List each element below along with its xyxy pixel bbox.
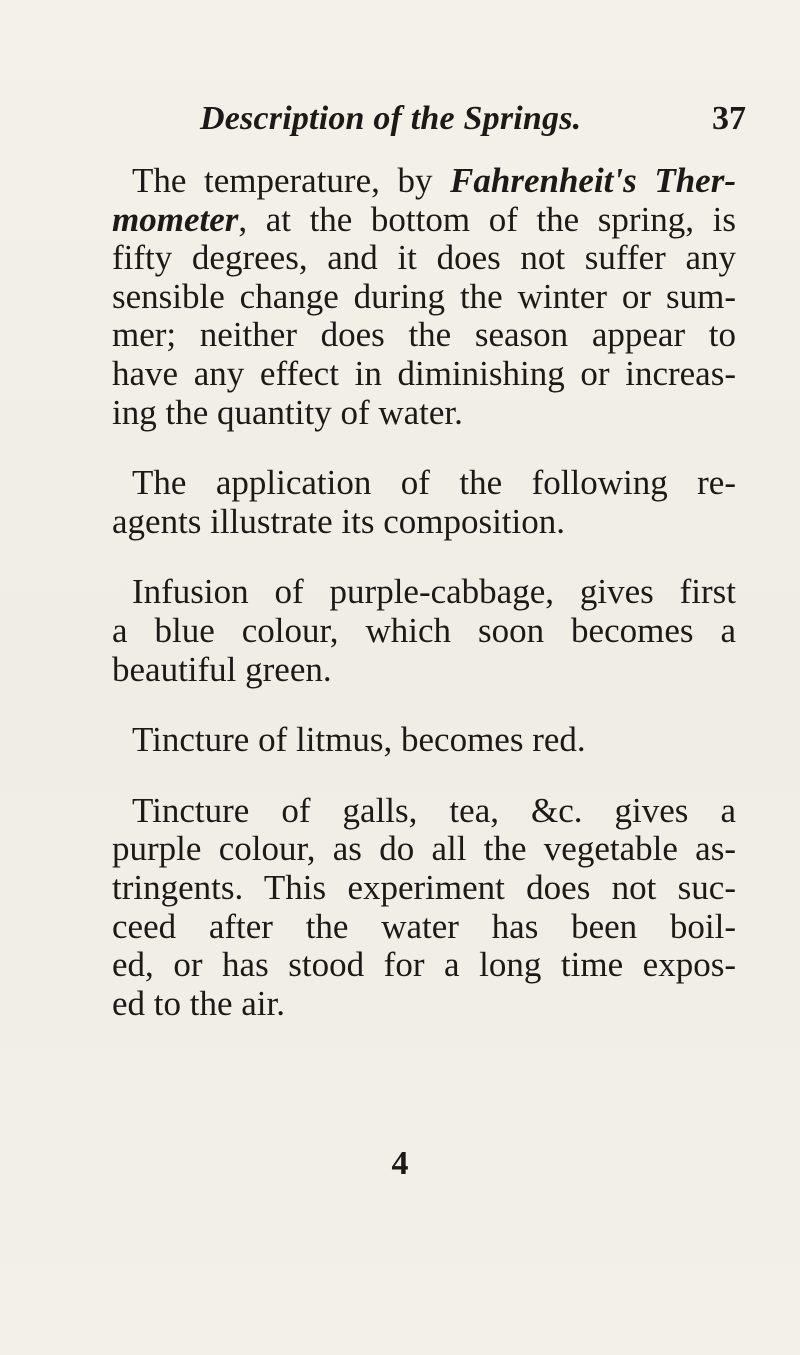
paragraph-galls	[112, 792, 736, 1024]
text-line: beautiful green.	[112, 649, 332, 689]
running-head: Description of the Springs.	[200, 100, 582, 137]
text-line: ing the quantity of water.	[112, 392, 463, 432]
text-line: fifty degrees, and it does not suffer any	[112, 238, 736, 278]
text-line: a blue colour, which soon becomes a	[112, 610, 736, 650]
text-line: Tincture of litmus, becomes red.	[132, 720, 586, 760]
text-line: agents illustrate its composition.	[112, 501, 566, 541]
paragraph-temperature	[112, 162, 736, 432]
text-line: ed, or has stood for a long time expos-	[112, 945, 736, 985]
text-line: Tincture of galls, tea, &c. gives a	[132, 790, 736, 830]
emphasis-text: Fahrenheit's Ther-	[450, 161, 736, 200]
signature-mark: 4	[391, 1145, 409, 1182]
text-line: The application of the following re-	[132, 463, 736, 503]
text-line: Infusion of purple-cabbage, gives first	[132, 572, 736, 612]
text-span: The temperature, by	[132, 161, 451, 200]
body-text	[112, 162, 736, 1055]
emphasis-text: mometer	[112, 199, 239, 239]
page-header	[200, 100, 746, 150]
text-line: tringents. This experiment does not suc-	[112, 867, 736, 907]
text-line: ed to the air.	[112, 983, 286, 1023]
text-line: mometer, at the bottom of the spring, is	[112, 199, 736, 239]
page-number: 37	[712, 100, 746, 137]
text-line: ceed after the water has been boil-	[112, 906, 736, 946]
paragraph-litmus	[112, 721, 736, 760]
text-line: have any effect in diminishing or increas-	[112, 353, 736, 393]
text-line: purple colour, as do all the vegetable as-	[112, 829, 736, 869]
text-line: sensible change during the winter or sum-	[112, 276, 736, 316]
text-line: mer; neither does the season appear to	[112, 315, 736, 355]
paragraph-cabbage	[112, 573, 736, 689]
text-line	[112, 162, 736, 201]
paragraph-reagents	[112, 464, 736, 541]
